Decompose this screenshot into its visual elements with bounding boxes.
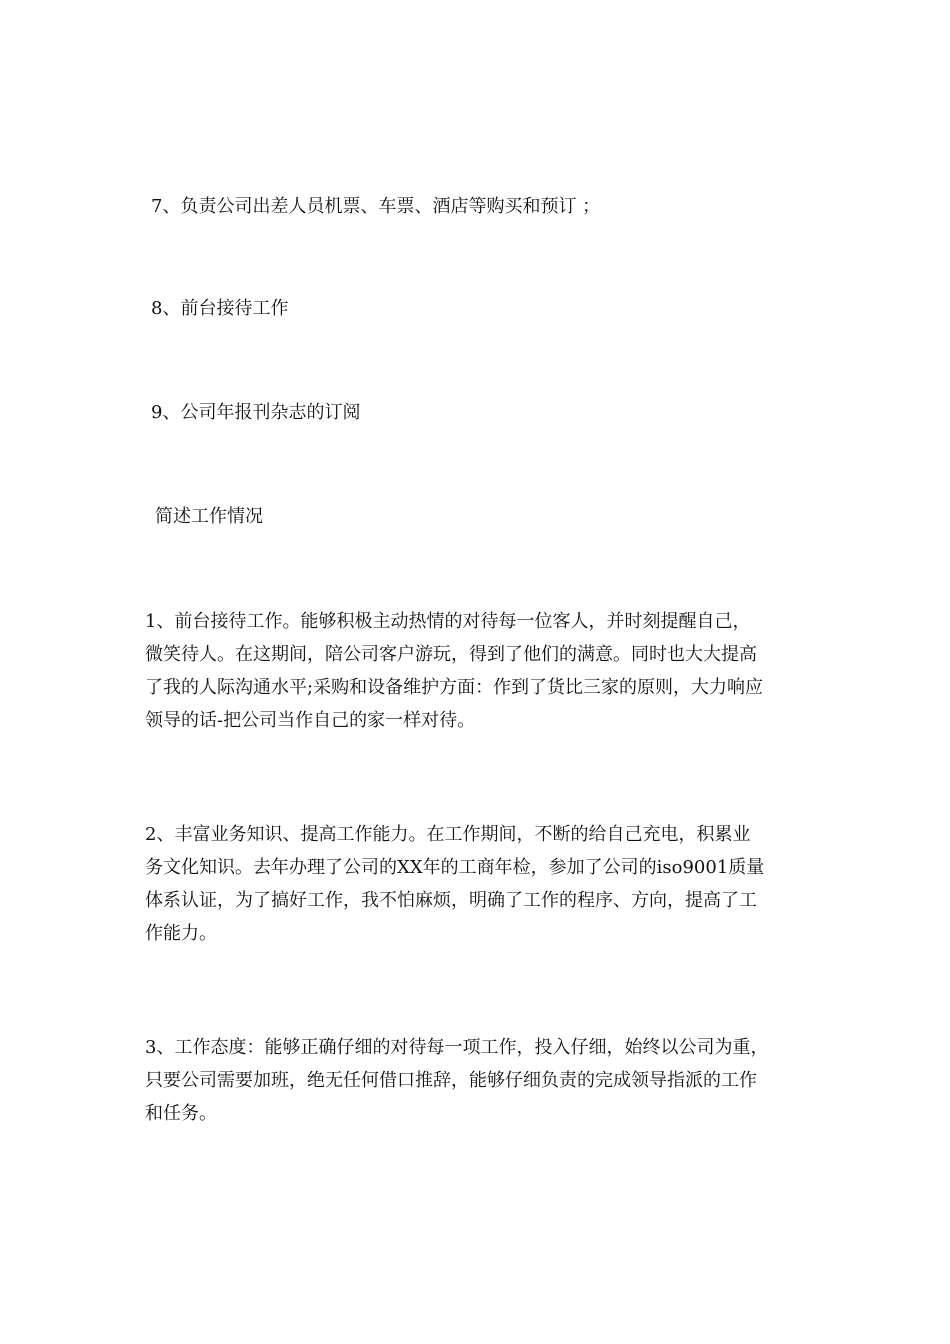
paragraph-line: 了我的人际沟通水平;采购和设备维护方面：作到了货比三家的原则，大力响应 (145, 677, 764, 698)
list-item-8: 8、前台接待工作 (151, 298, 289, 319)
paragraph-line: 1、前台接待工作。能够积极主动热情的对待每一位客人，并时刻提醒自己， (145, 611, 751, 632)
paragraph-line: 和任务。 (145, 1103, 217, 1124)
section-heading: 简述工作情况 (155, 506, 263, 527)
list-item-9: 9、公司年报刊杂志的订阅 (151, 402, 361, 423)
paragraph-3 (145, 1031, 810, 1130)
paragraph-line: 务文化知识。去年办理了公司的XX年的工商年检，参加了公司的iso9001质量 (145, 857, 765, 878)
paragraph-line: 3、工作态度：能够正确仔细的对待每一项工作，投入仔细，始终以公司为重， (145, 1037, 769, 1058)
list-item-7: 7、负责公司出差人员机票、车票、酒店等购买和预订 ； (151, 196, 601, 217)
paragraph-line: 只要公司需要加班，绝无任何借口推辞，能够仔细负责的完成领导指派的工作 (145, 1070, 757, 1091)
paragraph-line: 2、丰富业务知识、提高工作能力。在工作期间，不断的给自己充电，积累业 (145, 824, 751, 845)
paragraph-2 (145, 818, 810, 950)
paragraph-1 (145, 605, 810, 737)
paragraph-line: 微笑待人。在这期间，陪公司客户游玩，得到了他们的满意。同时也大大提高 (145, 644, 757, 665)
paragraph-line: 领导的话-把公司当作自己的家一样对待。 (145, 710, 476, 731)
paragraph-line: 体系认证，为了搞好工作，我不怕麻烦，明确了工作的程序、方向，提高了工 (145, 890, 757, 911)
paragraph-line: 作能力。 (145, 923, 217, 944)
